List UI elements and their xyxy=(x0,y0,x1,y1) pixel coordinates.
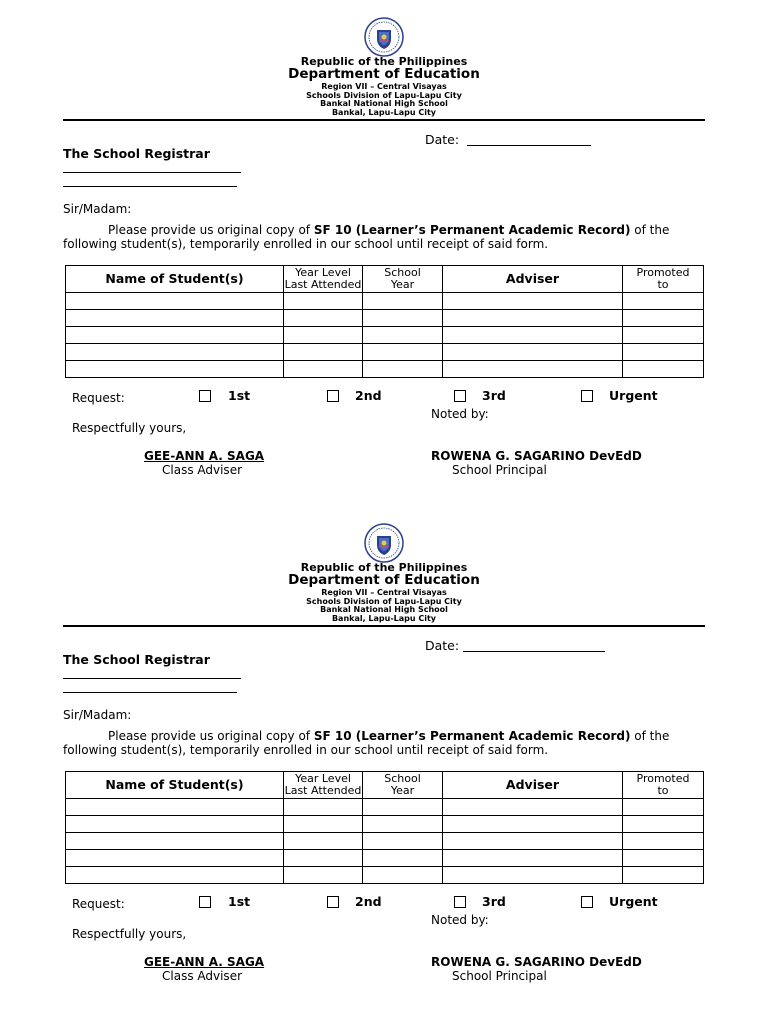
col-header-year-level-line2: Last Attended xyxy=(284,784,362,797)
header-department: Department of Education xyxy=(288,66,480,82)
table-row xyxy=(66,816,704,833)
header-region: Region VII – Central Visayas xyxy=(321,588,447,597)
header-address: Bankal, Lapu-Lapu City xyxy=(331,108,437,117)
registrar-office-field[interactable] xyxy=(63,186,237,187)
header-address: Bankal, Lapu-Lapu City xyxy=(331,614,437,623)
students-table xyxy=(65,265,704,378)
body-form-name: SF 10 (Learner’s Permanent Academic Record) xyxy=(313,223,631,237)
adviser-name: GEE-ANN A. SAGA xyxy=(144,955,265,969)
cell-promoted[interactable] xyxy=(623,867,704,884)
request-1st-checkbox[interactable] xyxy=(199,390,211,402)
body-post: of the xyxy=(630,729,670,743)
col-header-school-year xyxy=(363,266,443,293)
cell-year-level[interactable] xyxy=(284,310,363,327)
principal-name: ROWENA G. SAGARINO DevEdD xyxy=(431,449,642,463)
request-2nd-label: 2nd xyxy=(355,894,382,909)
cell-year-level[interactable] xyxy=(284,361,363,378)
body-post: of the xyxy=(630,223,670,237)
request-1st-label: 1st xyxy=(228,894,251,909)
cell-adviser[interactable] xyxy=(443,361,623,378)
cell-adviser[interactable] xyxy=(443,799,623,816)
date-field[interactable] xyxy=(463,651,605,652)
request-form-2 xyxy=(0,506,768,1006)
header-school: Bankal National High School xyxy=(320,99,448,108)
date-label: Date: xyxy=(425,638,460,653)
body-line-2: following student(s), temporarily enrolled in our school until receipt of said form. xyxy=(63,237,549,251)
request-urgent-label: Urgent xyxy=(609,894,658,909)
col-header-year-level xyxy=(284,266,363,293)
col-header-school-year-line2: Year xyxy=(390,278,415,291)
cell-adviser[interactable] xyxy=(443,833,623,850)
col-header-promoted xyxy=(623,266,704,293)
cell-promoted[interactable] xyxy=(623,850,704,867)
salutation: Sir/Madam: xyxy=(63,202,132,216)
cell-promoted[interactable] xyxy=(623,310,704,327)
body-pre: Please provide us original copy of xyxy=(108,729,314,743)
cell-student-name[interactable] xyxy=(66,850,284,867)
cell-promoted[interactable] xyxy=(623,344,704,361)
cell-adviser[interactable] xyxy=(443,310,623,327)
body-line-1 xyxy=(108,729,669,743)
date-label: Date: xyxy=(425,132,460,147)
cell-school-year[interactable] xyxy=(363,344,443,361)
deped-seal-icon xyxy=(364,17,404,57)
request-3rd-checkbox[interactable] xyxy=(454,896,466,908)
body-line-1 xyxy=(108,223,669,237)
request-urgent-label: Urgent xyxy=(609,388,658,403)
request-urgent-checkbox[interactable] xyxy=(581,390,593,402)
cell-adviser[interactable] xyxy=(443,816,623,833)
col-header-year-level-line1: Year Level xyxy=(295,772,351,785)
request-3rd-label: 3rd xyxy=(482,388,506,403)
addressee: The School Registrar xyxy=(63,652,210,667)
date-field[interactable] xyxy=(467,145,591,146)
header-school: Bankal National High School xyxy=(320,605,448,614)
request-1st-checkbox[interactable] xyxy=(199,896,211,908)
header-division: Schools Division of Lapu-Lapu City xyxy=(306,91,462,100)
addressee: The School Registrar xyxy=(63,146,210,161)
table-row xyxy=(66,344,704,361)
salutation: Sir/Madam: xyxy=(63,708,132,722)
table-row xyxy=(66,293,704,310)
students-table xyxy=(65,771,704,884)
request-label: Request: xyxy=(72,391,125,405)
table-row xyxy=(66,850,704,867)
cell-year-level[interactable] xyxy=(284,293,363,310)
cell-promoted[interactable] xyxy=(623,361,704,378)
header-divider xyxy=(63,119,705,121)
col-header-adviser: Adviser xyxy=(443,772,623,799)
col-header-year-level xyxy=(284,772,363,799)
table-row xyxy=(66,867,704,884)
cell-student-name[interactable] xyxy=(66,867,284,884)
table-row xyxy=(66,361,704,378)
request-label: Request: xyxy=(72,897,125,911)
col-header-promoted-line1: Promoted xyxy=(636,772,690,785)
table-row xyxy=(66,833,704,850)
principal-title: School Principal xyxy=(452,969,547,983)
cell-school-year[interactable] xyxy=(363,327,443,344)
col-header-promoted-line1: Promoted xyxy=(636,266,690,279)
col-header-school-year-line2: Year xyxy=(390,784,415,797)
request-1st-label: 1st xyxy=(228,388,251,403)
cell-year-level[interactable] xyxy=(284,833,363,850)
cell-year-level[interactable] xyxy=(284,867,363,884)
request-2nd-checkbox[interactable] xyxy=(327,896,339,908)
col-header-year-level-line2: Last Attended xyxy=(284,278,362,291)
col-header-school-year-line1: School xyxy=(384,266,421,279)
cell-student-name[interactable] xyxy=(66,833,284,850)
adviser-title: Class Adviser xyxy=(162,463,243,477)
col-header-promoted-line2: to xyxy=(657,278,669,291)
table-row xyxy=(66,327,704,344)
cell-year-level[interactable] xyxy=(284,816,363,833)
cell-school-year[interactable] xyxy=(363,799,443,816)
header-department: Department of Education xyxy=(288,572,480,588)
request-2nd-label: 2nd xyxy=(355,388,382,403)
deped-seal-icon xyxy=(364,523,404,563)
cell-adviser[interactable] xyxy=(443,293,623,310)
cell-adviser[interactable] xyxy=(443,327,623,344)
cell-adviser[interactable] xyxy=(443,850,623,867)
col-header-promoted xyxy=(623,772,704,799)
table-row xyxy=(66,310,704,327)
cell-year-level[interactable] xyxy=(284,327,363,344)
cell-student-name[interactable] xyxy=(66,799,284,816)
col-header-promoted-line2: to xyxy=(657,784,669,797)
cell-school-year[interactable] xyxy=(363,867,443,884)
col-header-school-year-line1: School xyxy=(384,772,421,785)
cell-student-name[interactable] xyxy=(66,344,284,361)
cell-school-year[interactable] xyxy=(363,850,443,867)
principal-name: ROWENA G. SAGARINO DevEdD xyxy=(431,955,642,969)
cell-promoted[interactable] xyxy=(623,293,704,310)
header-divider xyxy=(63,625,705,627)
registrar-name-field[interactable] xyxy=(63,172,241,173)
cell-promoted[interactable] xyxy=(623,799,704,816)
cell-school-year[interactable] xyxy=(363,833,443,850)
cell-promoted[interactable] xyxy=(623,327,704,344)
col-header-adviser: Adviser xyxy=(443,266,623,293)
header-republic: Republic of the Philippines xyxy=(300,55,468,68)
cell-year-level[interactable] xyxy=(284,850,363,867)
cell-school-year[interactable] xyxy=(363,816,443,833)
body-pre: Please provide us original copy of xyxy=(108,223,314,237)
table-row xyxy=(66,799,704,816)
adviser-title: Class Adviser xyxy=(162,969,243,983)
cell-student-name[interactable] xyxy=(66,293,284,310)
cell-year-level[interactable] xyxy=(284,344,363,361)
principal-title: School Principal xyxy=(452,463,547,477)
header-republic: Republic of the Philippines xyxy=(300,561,468,574)
header-division: Schools Division of Lapu-Lapu City xyxy=(306,597,462,606)
cell-student-name[interactable] xyxy=(66,310,284,327)
cell-promoted[interactable] xyxy=(623,816,704,833)
header-region: Region VII – Central Visayas xyxy=(321,82,447,91)
cell-adviser[interactable] xyxy=(443,344,623,361)
closing: Respectfully yours, xyxy=(72,927,187,941)
noted-by-label: Noted by: xyxy=(431,913,489,927)
table-header-row xyxy=(66,266,704,293)
body-line-2: following student(s), temporarily enrolled in our school until receipt of said form. xyxy=(63,743,549,757)
col-header-year-level-line1: Year Level xyxy=(295,266,351,279)
closing: Respectfully yours, xyxy=(72,421,187,435)
table-header-row xyxy=(66,772,704,799)
registrar-office-field[interactable] xyxy=(63,692,237,693)
cell-student-name[interactable] xyxy=(66,327,284,344)
adviser-name: GEE-ANN A. SAGA xyxy=(144,449,265,463)
col-header-name: Name of Student(s) xyxy=(66,266,284,293)
cell-student-name[interactable] xyxy=(66,816,284,833)
body-form-name: SF 10 (Learner’s Permanent Academic Record) xyxy=(313,729,631,743)
col-header-name: Name of Student(s) xyxy=(66,772,284,799)
noted-by-label: Noted by: xyxy=(431,407,489,421)
cell-school-year[interactable] xyxy=(363,361,443,378)
cell-promoted[interactable] xyxy=(623,833,704,850)
cell-school-year[interactable] xyxy=(363,293,443,310)
cell-year-level[interactable] xyxy=(284,799,363,816)
registrar-name-field[interactable] xyxy=(63,678,241,679)
col-header-school-year xyxy=(363,772,443,799)
cell-school-year[interactable] xyxy=(363,310,443,327)
request-3rd-label: 3rd xyxy=(482,894,506,909)
cell-student-name[interactable] xyxy=(66,361,284,378)
request-form-1 xyxy=(0,0,768,500)
request-3rd-checkbox[interactable] xyxy=(454,390,466,402)
request-2nd-checkbox[interactable] xyxy=(327,390,339,402)
cell-adviser[interactable] xyxy=(443,867,623,884)
request-urgent-checkbox[interactable] xyxy=(581,896,593,908)
